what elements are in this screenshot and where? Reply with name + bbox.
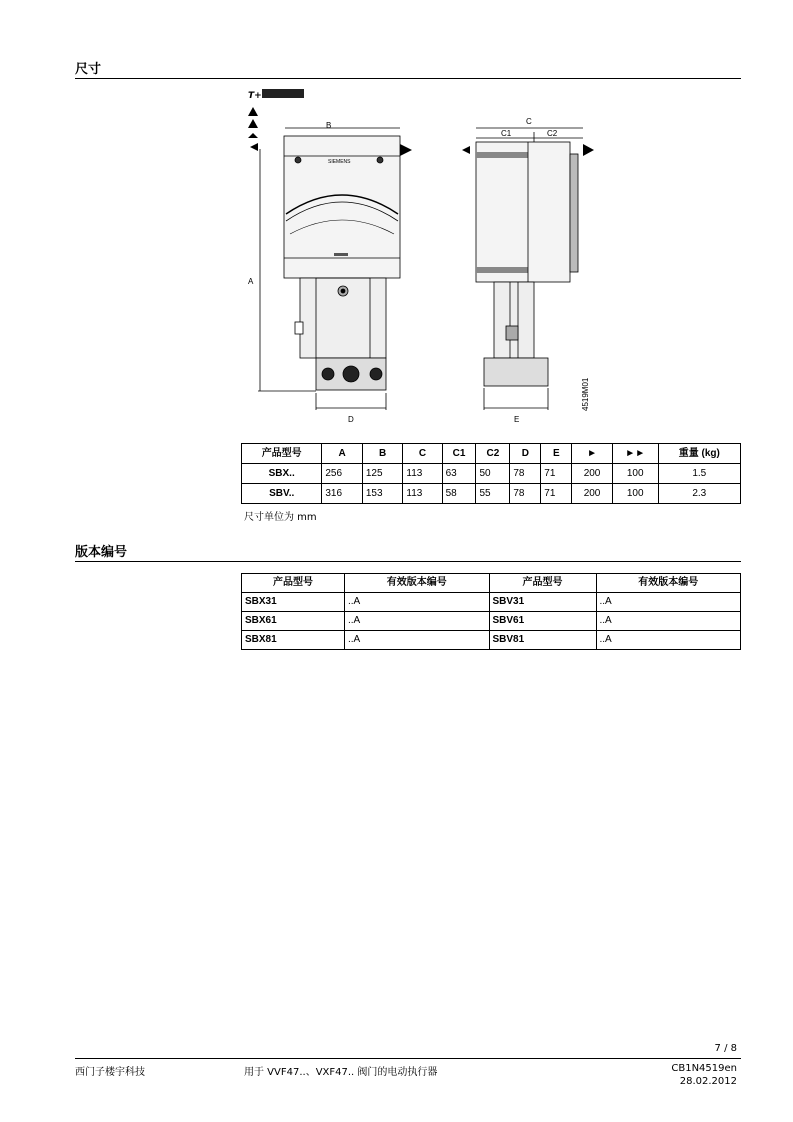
value-cell: 113	[403, 464, 442, 484]
table-row	[242, 593, 741, 612]
weight-cell: 2.3	[658, 484, 740, 504]
header-product: 产品型号	[242, 444, 322, 464]
label-C1: C1	[501, 129, 512, 138]
label-C: C	[526, 117, 532, 126]
header-D: D	[510, 444, 541, 464]
height-indicator	[248, 89, 304, 138]
value-cell: 71	[541, 484, 572, 504]
svg-text:T+: T+	[248, 91, 262, 101]
unit-note: 尺寸单位为 mm	[244, 512, 317, 523]
value-cell: 78	[510, 484, 541, 504]
revision-cell: ..A	[596, 593, 741, 612]
dimensions-header-row	[242, 444, 741, 464]
label-A: A	[248, 277, 254, 286]
header-product: 产品型号	[242, 574, 345, 593]
product-cell: SBX31	[242, 593, 345, 612]
revision-cell: ..A	[345, 631, 490, 650]
header-A: A	[322, 444, 363, 464]
value-cell: 63	[442, 464, 476, 484]
table-row	[242, 612, 741, 631]
product-cell: SBV61	[489, 612, 596, 631]
product-cell: SBX..	[242, 464, 322, 484]
brand-label: SIEMENS	[328, 159, 351, 165]
drawing-number: 4519M01	[581, 377, 590, 411]
footer-date: 28.02.2012	[679, 1076, 737, 1087]
value-cell: 113	[403, 484, 442, 504]
table-row	[242, 464, 741, 484]
value-cell: 200	[572, 464, 613, 484]
side-view	[462, 117, 594, 424]
header-C: C	[403, 444, 442, 464]
revision-cell: ..A	[596, 612, 741, 631]
revision-table	[241, 573, 741, 650]
value-cell: 256	[322, 464, 363, 484]
label-C2: C2	[547, 129, 558, 138]
label-D: D	[348, 415, 354, 424]
value-cell: 58	[442, 484, 476, 504]
header-C2: C2	[476, 444, 510, 464]
dimension-drawing	[240, 86, 600, 431]
value-cell: 55	[476, 484, 510, 504]
page-number: 7 / 8	[714, 1043, 737, 1054]
dimensions-section-title: 尺寸	[75, 62, 102, 77]
weight-cell: 1.5	[658, 464, 740, 484]
label-E: E	[514, 415, 520, 424]
product-cell: SBX81	[242, 631, 345, 650]
product-cell: SBV81	[489, 631, 596, 650]
front-view	[248, 121, 412, 424]
value-cell: 153	[362, 484, 403, 504]
revision-cell: ..A	[596, 631, 741, 650]
revision-section-rule	[75, 561, 741, 562]
value-cell: 125	[362, 464, 403, 484]
dimensions-section-rule	[75, 78, 741, 79]
header-product: 产品型号	[489, 574, 596, 593]
header-C1: C1	[442, 444, 476, 464]
revision-cell: ..A	[345, 612, 490, 631]
footer-company: 西门子楼宇科技	[75, 1067, 145, 1078]
value-cell: 100	[612, 484, 658, 504]
product-cell: SBV..	[242, 484, 322, 504]
footer-doc-id: CB1N4519en	[671, 1063, 737, 1074]
footer-description: 用于 VVF47..、VXF47.. 阀门的电动执行器	[244, 1067, 438, 1078]
revision-cell: ..A	[345, 593, 490, 612]
header-double-arrow: ►►	[612, 444, 658, 464]
product-cell: SBX61	[242, 612, 345, 631]
dimensions-table	[241, 443, 741, 504]
value-cell: 71	[541, 464, 572, 484]
footer-rule	[75, 1058, 741, 1059]
value-cell: 200	[572, 484, 613, 504]
table-row	[242, 484, 741, 504]
header-weight: 重量 (kg)	[658, 444, 740, 464]
label-B: B	[326, 121, 332, 130]
product-cell: SBV31	[489, 593, 596, 612]
header-E: E	[541, 444, 572, 464]
table-row	[242, 631, 741, 650]
revision-header-row	[242, 574, 741, 593]
header-revision: 有效版本编号	[596, 574, 741, 593]
revision-section-title: 版本编号	[75, 545, 128, 560]
header-revision: 有效版本编号	[345, 574, 490, 593]
header-arrow: ►	[572, 444, 613, 464]
value-cell: 100	[612, 464, 658, 484]
value-cell: 78	[510, 464, 541, 484]
header-B: B	[362, 444, 403, 464]
value-cell: 50	[476, 464, 510, 484]
value-cell: 316	[322, 484, 363, 504]
